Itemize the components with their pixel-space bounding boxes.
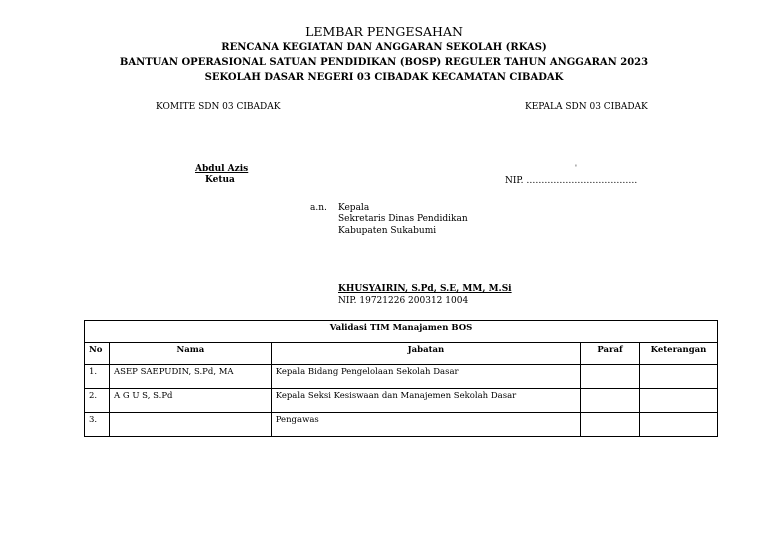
row-keterangan bbox=[640, 413, 718, 437]
row-keterangan bbox=[640, 389, 718, 413]
subtitle-bosp: BANTUAN OPERASIONAL SATUAN PENDIDIKAN (BOSP) REGULER TAHUN ANGGARAN 2023 bbox=[119, 57, 649, 68]
validation-table bbox=[84, 320, 718, 437]
column-header-paraf: Paraf bbox=[581, 343, 640, 365]
column-header-no: No bbox=[85, 343, 110, 365]
table-row bbox=[85, 365, 718, 389]
row-keterangan bbox=[640, 365, 718, 389]
committee-chair-role: Ketua bbox=[205, 175, 235, 185]
an-line-secretary: Sekretaris Dinas Pendidikan bbox=[338, 214, 468, 224]
column-header-keterangan: Keterangan bbox=[640, 343, 718, 365]
principal-signature-mark: ' bbox=[575, 164, 577, 172]
row-jabatan: Kepala Seksi Kesiswaan dan Manajemen Sekolah Dasar bbox=[271, 389, 580, 413]
row-no: 2. bbox=[85, 389, 110, 413]
an-label: a.n. bbox=[310, 203, 327, 213]
subtitle-school: SEKOLAH DASAR NEGERI 03 CIBADAK KECAMATAN CIBADAK bbox=[204, 72, 564, 83]
committee-chair-name: Abdul Azis bbox=[195, 164, 249, 174]
official-nip: NIP. 19721226 200312 1004 bbox=[338, 296, 469, 306]
table-title-row bbox=[85, 321, 718, 343]
committee-org-label: KOMITE SDN 03 CIBADAK bbox=[156, 102, 281, 112]
official-name: KHUSYAIRIN, S.Pd, S.E, MM, M.Si bbox=[338, 284, 512, 294]
table-row bbox=[85, 413, 718, 437]
row-jabatan: Pengawas bbox=[271, 413, 580, 437]
column-header-nama: Nama bbox=[109, 343, 271, 365]
row-paraf bbox=[581, 389, 640, 413]
row-nama: ASEP SAEPUDIN, S.Pd, MA bbox=[109, 365, 271, 389]
row-no: 1. bbox=[85, 365, 110, 389]
row-nama: A G U S, S.Pd bbox=[109, 389, 271, 413]
an-line-kepala: Kepala bbox=[338, 203, 370, 213]
row-jabatan: Kepala Bidang Pengelolaan Sekolah Dasar bbox=[271, 365, 580, 389]
subtitle-rkas: RENCANA KEGIATAN DAN ANGGARAN SEKOLAH (RKAS) bbox=[221, 42, 547, 53]
document-title: LEMBAR PENGESAHAN bbox=[305, 24, 463, 39]
row-no: 3. bbox=[85, 413, 110, 437]
an-line-regency: Kabupaten Sukabumi bbox=[338, 226, 437, 236]
table-title: Validasi TIM Manajamen BOS bbox=[85, 321, 718, 343]
row-nama bbox=[109, 413, 271, 437]
row-paraf bbox=[581, 413, 640, 437]
table-row bbox=[85, 389, 718, 413]
column-header-jabatan: Jabatan bbox=[271, 343, 580, 365]
principal-org-label: KEPALA SDN 03 CIBADAK bbox=[525, 102, 648, 112]
table-header-row bbox=[85, 343, 718, 365]
principal-nip: NIP. ………………………………. bbox=[505, 176, 638, 186]
row-paraf bbox=[581, 365, 640, 389]
